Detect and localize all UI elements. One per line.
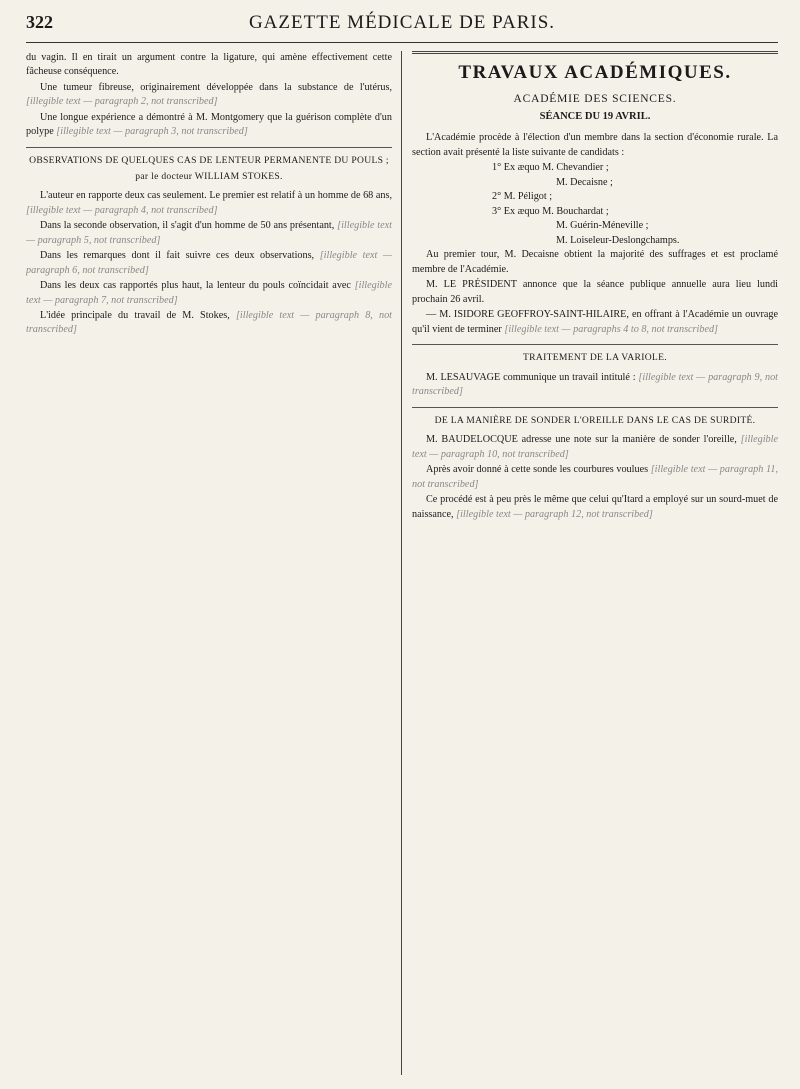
paragraph: Après avoir donné à cette sonde les courbures voulues [illegible text — paragraph 11, not transcribed] <box>412 464 778 490</box>
paragraph: M. LE PRÉSIDENT annonce que la séance publique annuelle aura lieu lundi prochain 26 avril. <box>412 279 778 305</box>
section-title: DE LA MANIÈRE DE SONDER L'OREILLE DANS LE CAS DE SURDITÉ. <box>434 414 756 426</box>
paragraph: L'idée principale du travail de M. Stokes, [illegible text — paragraph 8, not transcribed] <box>26 310 393 336</box>
candidate: 1° Ex æquo M. Chevandier ; <box>492 162 609 174</box>
section-heading: TRAVAUX ACADÉMIQUES. <box>458 62 732 83</box>
divider <box>412 344 778 345</box>
candidate: 2° M. Péligot ; <box>492 191 553 203</box>
candidate: 3° Ex æquo M. Bouchardat ; <box>492 205 609 217</box>
paragraph: Au premier tour, M. Decaisne obtient la majorité des suffrages et est proclamé membre de l'Académie. <box>412 249 778 275</box>
paragraph: M. LESAUVAGE communique un travail intitulé : [illegible text — paragraph 9, not transcribed] <box>412 371 778 398</box>
section-author: par le docteur WILLIAM STOKES. <box>135 170 283 182</box>
page-header <box>26 12 778 43</box>
paragraph: du vagin. Il en tirait un argument contre la ligature, qui amène effectivement cette fâcheuse conséquence. <box>26 52 392 78</box>
section-title: TRAITEMENT DE LA VARIOLE. <box>523 351 667 363</box>
divider <box>412 407 778 408</box>
paragraph: — M. ISIDORE GEOFFROY-SAINT-HILAIRE, en offrant à l'Académie un ouvrage qu'il vient de terminer [illegible text — paragraphs 4 to 8, not transcribed] <box>412 309 778 335</box>
paragraph: Une longue expérience a démontré à M. Montgomery que la guérison complète d'un polype [illegible text — paragraph 3, not transcribed] <box>26 111 392 138</box>
paragraph: Une tumeur fibreuse, originairement développée dans la substance de l'utérus, [illegible text — paragraph 2, not transcribed] <box>26 81 392 108</box>
journal-title: GAZETTE MÉDICALE DE PARIS. <box>248 12 556 33</box>
session-heading: SÉANCE DU 19 AVRIL. <box>539 111 651 123</box>
paragraph: Dans la seconde observation, il s'agit d'un homme de 50 ans présentant, [illegible text — paragraph 5, not transcribed] <box>26 220 392 246</box>
divider <box>412 51 778 54</box>
page-number: 322 <box>26 12 53 32</box>
section-title: OBSERVATIONS DE QUELQUES CAS DE LENTEUR PERMANENTE DU POULS ; <box>29 154 389 166</box>
candidate-list <box>412 161 778 248</box>
right-column <box>402 51 778 1075</box>
academy-heading: ACADÉMIE DES SCIENCES. <box>513 92 677 105</box>
article-columns <box>26 51 778 1075</box>
candidate: M. Loiseleur-Deslongchamps. <box>556 234 680 246</box>
left-column <box>26 51 402 1075</box>
paragraph: L'auteur en rapporte deux cas seulement. Le premier est relatif à un homme de 68 ans, [illegible text — paragraph 4, not transcribed] <box>26 190 392 216</box>
paragraph: Dans les deux cas rapportés plus haut, la lenteur du pouls coïncidait avec [illegible text — paragraph 7, not transcribed] <box>26 280 393 306</box>
paragraph: L'Académie procède à l'élection d'un membre dans la section d'économie rurale. La section avait présenté la liste suivante de candidats : <box>412 132 778 158</box>
paragraph: Ce procédé est à peu près le même que celui qu'Itard a employé sur un sourd-muet de naissance, [illegible text — paragraph 12, not transcribed] <box>412 494 778 520</box>
candidate: M. Guérin-Méneville ; <box>556 220 649 232</box>
paragraph: M. BAUDELOCQUE adresse une note sur la manière de sonder l'oreille, [illegible text — paragraph 10, not transcribed] <box>412 434 778 460</box>
paragraph: Dans les remarques dont il fait suivre ces deux observations, [illegible text — paragraph 6, not transcribed] <box>26 250 392 276</box>
candidate: M. Decaisne ; <box>556 176 613 188</box>
divider <box>26 147 392 148</box>
